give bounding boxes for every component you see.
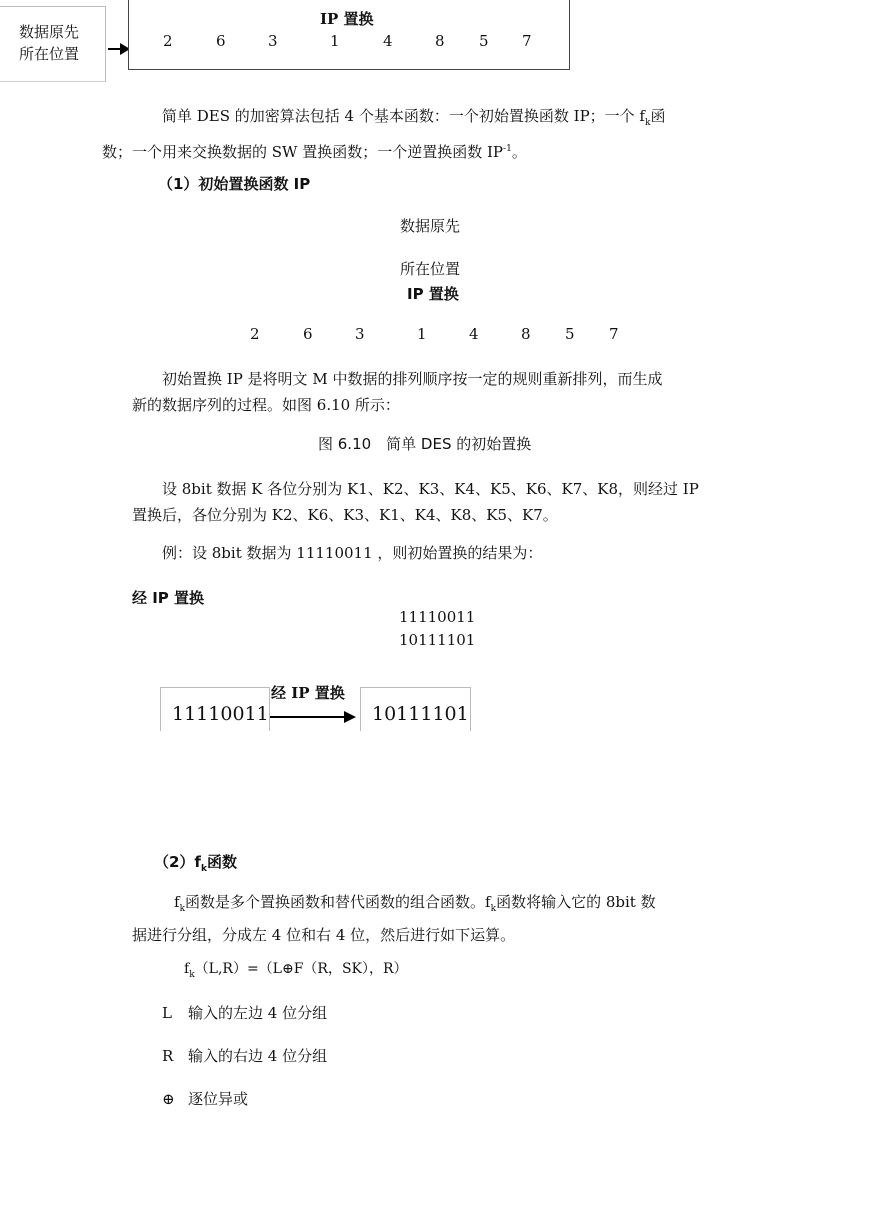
definition-item bbox=[162, 1088, 248, 1109]
s2-p1-c: 函数将输入它的 8bit 数 bbox=[496, 893, 656, 911]
para2-line1: 设 8bit 数据 K 各位分别为 K1、K2、K3、K4、K5、K6、K7、K8，则经过 IP bbox=[162, 480, 699, 498]
center-digit: 8 bbox=[521, 325, 531, 343]
via-ip-label: 经 IP 置换 bbox=[132, 589, 205, 607]
section1-heading: （1）初始置换函数 IP bbox=[158, 175, 311, 193]
top-digit: 8 bbox=[435, 32, 445, 50]
section1-paragraph-2 bbox=[132, 476, 738, 528]
center-label-2: 所在位置 bbox=[400, 260, 461, 278]
figure-caption: 图 6.10 简单 DES 的初始置换 bbox=[318, 435, 532, 453]
center-ip-title: IP 置换 bbox=[407, 285, 459, 303]
intro-paragraph bbox=[102, 103, 738, 165]
formula-f: f bbox=[184, 961, 190, 977]
definition-symbol: R bbox=[162, 1047, 174, 1065]
center-digit: 5 bbox=[565, 325, 575, 343]
center-digit: 1 bbox=[417, 325, 427, 343]
section1-paragraph-1 bbox=[132, 366, 738, 418]
center-digit: 2 bbox=[250, 325, 260, 343]
s2-p1-b: 函数是多个置换函数和替代函数的组合函数。f bbox=[185, 893, 491, 911]
s2-p1-a: f bbox=[174, 893, 180, 911]
top-digit: 5 bbox=[479, 32, 489, 50]
intro-text-3: 数；一个用来交换数据的 SW 置换函数；一个逆置换函数 IP bbox=[102, 143, 504, 161]
intro-text-4: 。 bbox=[511, 143, 527, 161]
section2-heading-prefix: （2）f bbox=[154, 853, 201, 871]
diagram-arrow bbox=[270, 710, 358, 724]
s2-p1-sub2: k bbox=[490, 904, 497, 914]
definition-symbol: L bbox=[162, 1004, 172, 1022]
fk-formula bbox=[184, 958, 408, 980]
center-label-1: 数据原先 bbox=[400, 217, 461, 235]
para1-line2: 新的数据序列的过程。如图 6.10 所示： bbox=[132, 396, 400, 414]
intro-sup: -1 bbox=[503, 144, 512, 154]
diagram-output-value: 10111101 bbox=[372, 703, 469, 725]
intro-sub-k: k bbox=[644, 118, 651, 128]
center-digit: 3 bbox=[355, 325, 365, 343]
input-value: 11110011 bbox=[399, 608, 476, 626]
para2-line2: 置换后，各位分别为 K2、K6、K3、K1、K4、K8、K5、K7。 bbox=[132, 506, 558, 524]
top-digit: 2 bbox=[163, 32, 173, 50]
top-side-label-line2: 所在位置 bbox=[19, 45, 80, 63]
section2-paragraph bbox=[132, 889, 738, 948]
diagram-label: 经 IP 置换 bbox=[271, 684, 345, 702]
section2-heading-sub: k bbox=[200, 864, 207, 874]
top-digit: 1 bbox=[330, 32, 340, 50]
diagram-input-value: 11110011 bbox=[172, 703, 269, 725]
definition-item bbox=[162, 1045, 327, 1066]
s2-p1-line2: 据进行分组，分成左 4 位和右 4 位，然后进行如下运算。 bbox=[132, 926, 516, 944]
output-value: 10111101 bbox=[399, 631, 476, 649]
top-ip-title: IP 置换 bbox=[320, 10, 374, 28]
top-side-label-line1: 数据原先 bbox=[19, 23, 80, 41]
s2-p1-sub1: k bbox=[179, 904, 186, 914]
example-line: 例：设 8bit 数据为 11110011 ，则初始置换的结果为： bbox=[162, 544, 543, 562]
definition-symbol: ⊕ bbox=[162, 1090, 175, 1108]
para1-line1: 初始置换 IP 是将明文 M 中数据的排列顺序按一定的规则重新排列，而生成 bbox=[162, 370, 663, 388]
formula-rest: （L,R）=（L⊕F（R，SK），R） bbox=[194, 961, 408, 977]
definition-text: 输入的左边 4 位分组 bbox=[188, 1004, 328, 1022]
top-digit: 6 bbox=[216, 32, 226, 50]
center-digit: 7 bbox=[609, 325, 619, 343]
top-digit: 3 bbox=[268, 32, 278, 50]
definition-item bbox=[162, 1002, 327, 1023]
top-digit: 4 bbox=[383, 32, 393, 50]
center-digit: 6 bbox=[303, 325, 313, 343]
definition-text: 逐位异或 bbox=[188, 1090, 249, 1108]
section2-heading bbox=[154, 851, 237, 874]
center-digit: 4 bbox=[469, 325, 479, 343]
definition-text: 输入的右边 4 位分组 bbox=[188, 1047, 328, 1065]
section2-heading-suffix: 函数 bbox=[206, 853, 237, 871]
top-digit: 7 bbox=[522, 32, 532, 50]
intro-text-1: 简单 DES 的加密算法包括 4 个基本函数：一个初始置换函数 IP；一个 f bbox=[162, 107, 645, 125]
formula-sub: k bbox=[189, 969, 195, 980]
intro-text-2: 函 bbox=[650, 107, 666, 125]
